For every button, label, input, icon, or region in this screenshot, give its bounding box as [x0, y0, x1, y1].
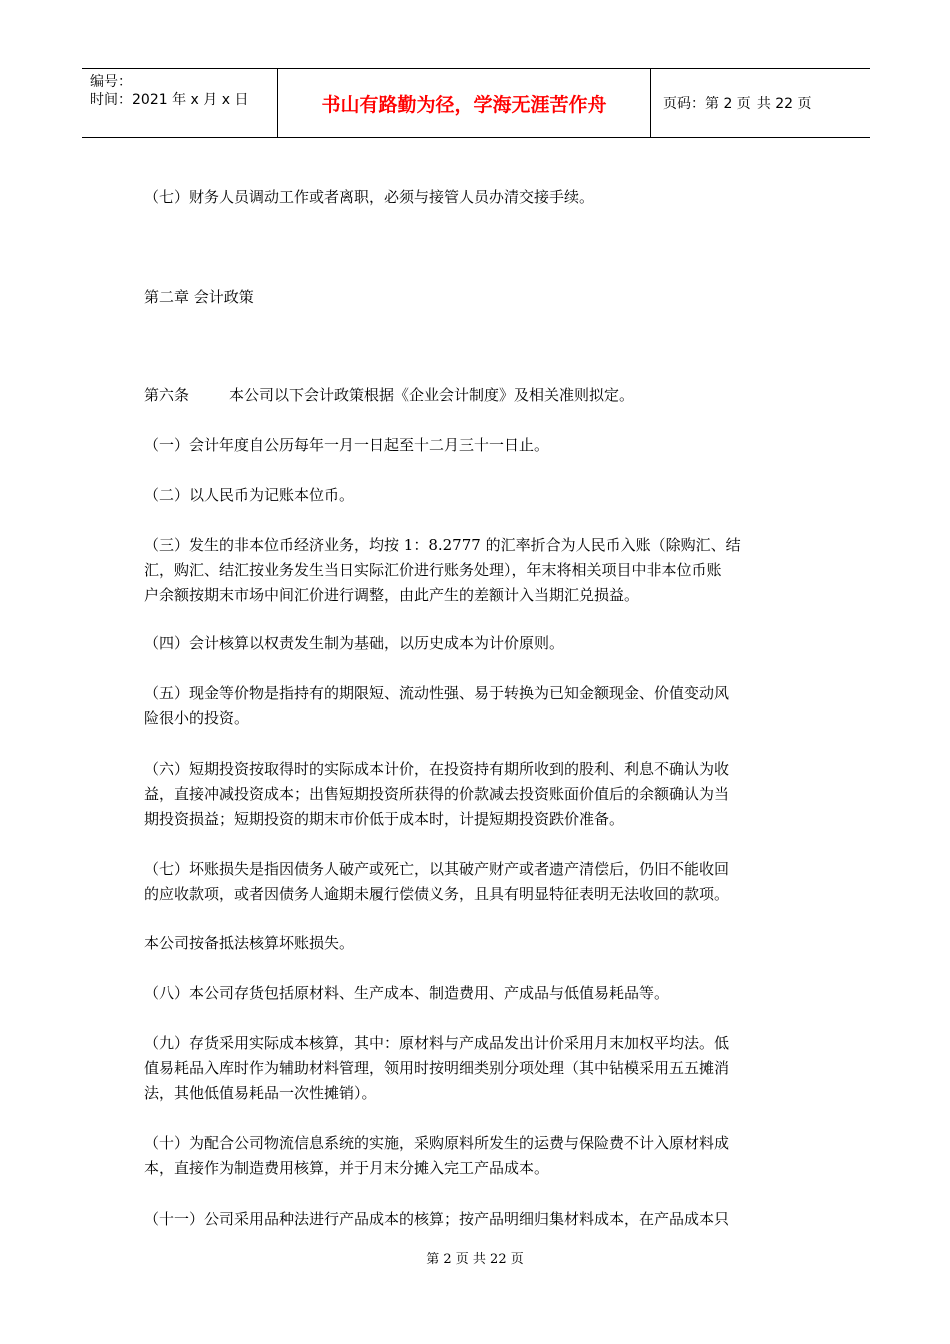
- paragraph-5: [144, 681, 824, 731]
- text-line: 本，直接作为制造费用核算，并于月末分摊入完工产品成本。: [144, 1159, 550, 1177]
- text-line: 本公司按备抵法核算坏账损失。: [144, 934, 355, 952]
- article-line: [144, 383, 824, 408]
- text-line: 汇，购汇、结汇按业务发生当日实际汇价进行账务处理），年末将相关项目中非本位币账: [144, 561, 722, 579]
- text-line: 法，其他低值易耗品一次性摊销）。: [144, 1084, 377, 1102]
- text-line: （十）为配合公司物流信息系统的实施，采购原料所发生的运费与保险费不计入原材料成: [144, 1134, 730, 1152]
- paragraph-6: [144, 757, 824, 832]
- article-six: [144, 383, 824, 408]
- text-line: 期投资损益；短期投资的期末市价低于成本时，计提短期投资跌价准备。: [144, 810, 625, 828]
- text-line: （九）存货采用实际成本核算，其中：原材料与产成品发出计价采用月末加权平均法。低: [144, 1034, 730, 1052]
- paragraph-7b: [144, 931, 824, 956]
- header-meta: [82, 69, 278, 137]
- page-header: [82, 68, 870, 138]
- paragraph-7: [144, 857, 824, 907]
- paragraph-2: [144, 483, 824, 508]
- paragraph-seven-top: [144, 185, 824, 210]
- page-info-current: 页码：第 2 页: [663, 96, 751, 112]
- text-line: （二）以人民币为记账本位币。: [144, 486, 355, 504]
- paragraph-11: [144, 1207, 824, 1232]
- page-info-total: 共 22 页: [756, 96, 812, 112]
- text-line: 户余额按期末市场中间汇价进行调整，由此产生的差额计入当期汇兑损益。: [144, 586, 640, 604]
- text-line: 的应收款项，或者因债务人逾期未履行偿债义务，且具有明显特征表明无法收回的款项。: [144, 885, 730, 903]
- chapter-heading: [144, 285, 824, 310]
- header-page-info: [651, 69, 870, 137]
- paragraph-10: [144, 1131, 824, 1181]
- text-line: （六）短期投资按取得时的实际成本计价，在投资持有期所收到的股利、利息不确认为收: [144, 760, 730, 778]
- text-line: 益，直接冲减投资成本；出售短期投资所获得的价款减去投资账面价值后的余额确认为当: [144, 785, 730, 803]
- text-line: （七）财务人员调动工作或者离职，必须与接管人员办清交接手续。: [144, 188, 595, 206]
- paragraph-3: [144, 533, 824, 608]
- paragraph-1: [144, 433, 824, 458]
- article-text: 本公司以下会计政策根据《企业会计制度》及相关准则拟定。: [229, 386, 635, 404]
- text-line: （四）会计核算以权责发生制为基础，以历史成本为计价原则。: [144, 634, 565, 652]
- paragraph-4: [144, 631, 824, 656]
- text-line: （十一）公司采用品种法进行产品成本的核算；按产品明细归集材料成本，在产品成本只: [144, 1210, 730, 1228]
- text-line: （三）发生的非本位币经济业务，均按 1：8.2777 的汇率折合为人民币入账（除购汇、结: [144, 536, 741, 554]
- number-label: 编号：: [90, 74, 132, 90]
- article-label: 第六条: [144, 386, 190, 404]
- chapter-title: 第二章 会计政策: [144, 288, 254, 306]
- text-line: （八）本公司存货包括原材料、生产成本、制造费用、产成品与低值易耗品等。: [144, 984, 670, 1002]
- text-line: 险很小的投资。: [144, 709, 250, 727]
- paragraph-8: [144, 981, 824, 1006]
- header-motto: 书山有路勤为径，学海无涯苦作舟: [278, 69, 651, 137]
- text-line: （七）坏账损失是指因债务人破产或死亡，以其破产财产或者遗产清偿后，仍旧不能收回: [144, 860, 730, 878]
- text-line: 值易耗品入库时作为辅助材料管理，领用时按明细类别分项处理（其中钻模采用五五摊消: [144, 1059, 730, 1077]
- text-line: （五）现金等价物是指持有的期限短、流动性强、易于转换为已知金额现金、价值变动风: [144, 684, 730, 702]
- page-footer: 第 2 页 共 22 页: [426, 1252, 524, 1267]
- text-line: （一）会计年度自公历每年一月一日起至十二月三十一日止。: [144, 436, 550, 454]
- paragraph-9: [144, 1031, 824, 1106]
- date-label: 时间：2021 年 x 月 x 日: [90, 92, 249, 108]
